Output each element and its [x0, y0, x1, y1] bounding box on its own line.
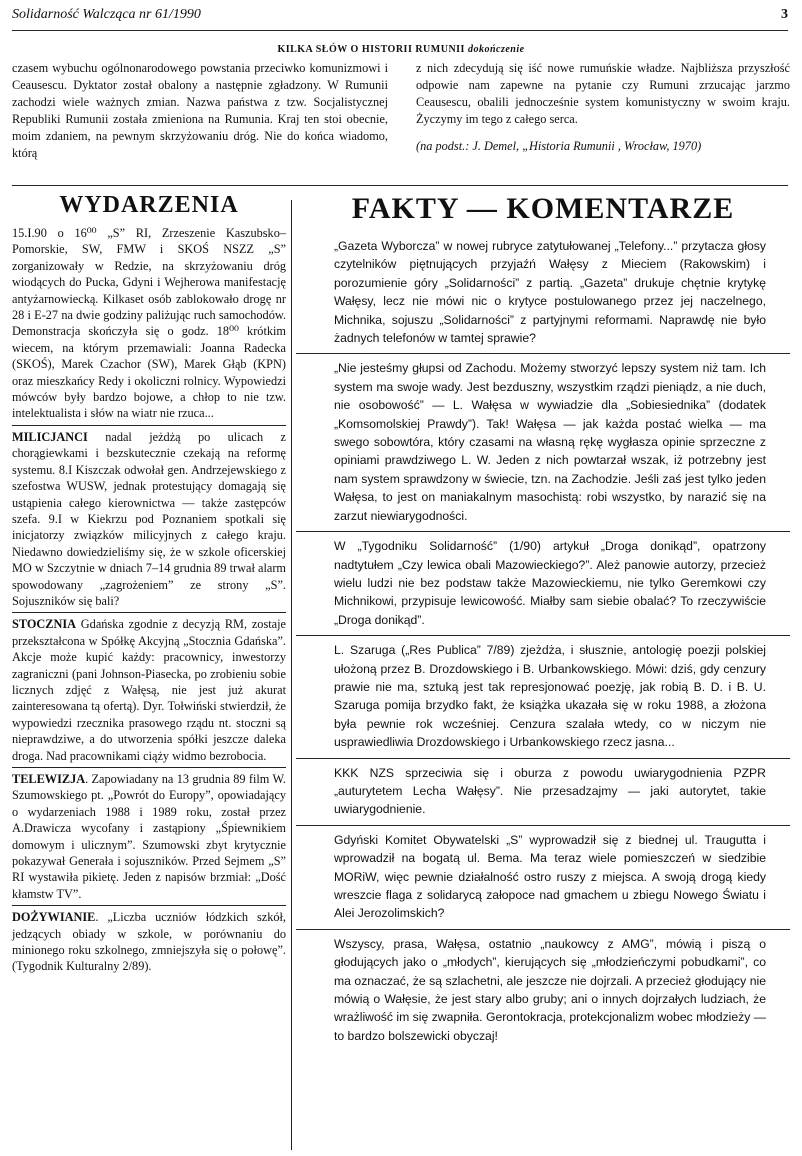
item-text: Gdańska zgodnie z decyzją RM, zostaje przekształcona w Spółkę Akcyjną „Stocznia Gdańska”. Akcje może kupić każdy: pracownicy, inwestorzy zagraniczni (pani Johnson-Piasecka, po zrobieniu sobie licznych zdjęć z Wałęsą, nie jest już akurat zainteresowana tą ofertą). Dyr. Tołwiński stwierdził, że wypowiedzi rzecznika prasowego rządu nt. stoczni są nieprawdziwe, a do utworzenia spółki jeszcze daleka droga. Nad pracownikami ciąży widmo bezrobocia.: [12, 617, 286, 763]
continuation-right-text: z nich zdecydują się iść nowe rumuńskie władze. Najbliższa przyszłość odpowie nam zapewne na pytanie czy Rumuni zrzucając jarzmo Ceausescu, obalili jednocześnie system komunistyczny w swoim kraju. Życzymy im tego z całego serca.: [416, 61, 790, 126]
wydarzenia-heading: WYDARZENIA: [59, 192, 239, 218]
fakty-column: [296, 192, 790, 1051]
item-text: . Zapowiadany na 13 grudnia 89 film W. Szumowskiego pt. „Powrót do Europy”, opowiadający o wydarzeniach 1988 i 1989 roku, został przez A.Drawicza wycofany i zastąpiony „Śpiewnikiem domowym i ulicznym”. Szumowski zbyt krytycznie pokazywał Generała i sojuszników. Przed Sejmem „S” RI wystawiła pikietę. Jeden z napisów brzmiał: „Dość kłamstw TV”.: [12, 772, 286, 901]
continuation-suffix: dokończenie: [467, 44, 525, 55]
fakty-item: L. Szaruga („Res Publica” 7/89) zjeżdża, i słusznie, antologię poezji polskiej ułożoną przez B. Drozdowskiego i B. Urbankowskiego. Mówi: dziś, gdy cenzury prawie nie ma, sztuką jest tak represjonować poezję, jak robią B. D. i B. U. Szaruga pomija brzydko fakt, że książka ukazała się w roku 1988, a złożona była pewnie rok wcześniej. Cenzura szalała wtedy, co w niczym nie usprawiedliwia Drozdowskiego i Urbankowskiego rzecz jasna...: [296, 636, 790, 758]
fakty-item: „Gazeta Wyborcza” w nowej rubryce zatytułowanej „Telefony...” przytacza głosy czytelników piętnujących przyjaźń Wałęsy z Mieciem (Rakowskim) i porozumienie góry „Solidarności” z partią. „Gazeta” drukuje chętnie krytykę Wałęsy, lecz nie mówi nic o krytyce postulowanego przez jej naczelnego, Michnika, sojuszu „Solidarności” z partyjnymi reformami. Naprawdę nie było żadnych telefonów w tamtej sprawie?: [296, 232, 790, 354]
fakty-item: W „Tygodniku Solidarność” (1/90) artykuł „Droga donikąd”, opatrzony nadtytułem „Czy lewica obali Mazowieckiego?”. Ależ panowie autorzy, przecież wielu ludzi nie bez podstaw także Mazowieckiemu, nie tylko Geremkowi czy Michnikowi, przypisuje lewicowość. Miałby sam siebie obalać? To rzeczywiście „Droga donikąd”.: [296, 532, 790, 636]
continuation-source: (na podst.: J. Demel, „Historia Rumunii , Wrocław, 1970): [416, 139, 702, 153]
wydarzenia-column: [12, 192, 286, 978]
item-keyword: TELEWIZJA: [12, 772, 86, 786]
continuation-title: [0, 44, 802, 55]
item-text: . „Liczba uczniów łódzkich szkół, jedzących obiady w szkole, w porównaniu do minionego roku szkolnego, zmniejszyła się o połowę”. (Tygodnik Kulturalny 2/89).: [12, 910, 286, 974]
item-keyword: STOCZNIA: [12, 617, 77, 632]
fakty-item: Wszyscy, prasa, Wałęsa, ostatnio „naukowcy z AMG”, mówią i piszą o głodujących jako o „młodych”, kierujących się „młodzieńczymi pobudkami”, co ma oznaczać, że są szlachetni, ale jeszcze nie dojrzali. A przecież głodujący nie mówią o Wałęsie, że jest stary albo gruby; ani o innych dojrzałych ludziach, że wrażliwość im się zwapniła. Gerontokracja, protekcjonalizm wobec młodzieży — to bardzo bolszewicki obyczaj!: [334, 936, 766, 1043]
fakty-item: Gdyński Komitet Obywatelski „S” wyprowadził się z biednej ul. Traugutta i wprowadził na bogatą ul. Bema. Ma teraz wiele pomieszczeń w siedzibie MORiW, więc pewnie działalność ostro ruszy z miejsca. A swoją drogą kiedy wreszcie flaga z solidarycą załopoce nad gmachem u zbiegu Nowego Światu i Alei Jerozolimskich?: [296, 826, 790, 930]
wydarzenia-item: 15.I.90 o 16⁰⁰ „S” RI, Zrzeszenie Kaszubsko–Pomorskie, SW, FMW i SKOŚ NSZZ „S” zorganizowały w Redzie, na skrzyżowaniu dróg wiodących do Pucka, Gdyni i Wejherowa manifestację antyżarnowiecką. Kilkaset osób zablokowało drogę nr 28 i E-27 na dwie godziny paliżując ruch samochodów. Demonstracja skończyła się o godz. 18⁰⁰ krótkim wiecem, na którym przemawiali: Joanna Radecka (SKOŚ), Marek Czachor (SW), Marek Głąb (KPN) oraz mieszkańcy Redy i okoliczni rolnicy. Wypowiedzi mówców były bardzo bojowe, a chłop to nie tzw. intelektualista i słów na wiatr nie rzuca...: [12, 222, 286, 426]
fakty-heading: FAKTY — KOMENTARZE: [351, 192, 735, 225]
item-text: nadal jeżdżą po ulicach z chorągiewkami i bezskutecznie czekają na reformę systemu. 8.I Kiszczak odwołał gen. Andrzejewskiego z szefostwa WUSW, jednak protestujący domagają się ustąpienia całego kierownictwa — także zastępców szefa. 9.I w Kiekrzu pod Poznaniem spotkali się inicjatorzy związków milicyjnych z całego kraju. Niedawno dowiedzieliśmy się, że w szkole oficerskiej MO w Szczytnie w dniach 7–14 grudnia 89 trwał alarm spowodowany „zagrożeniem” ze strony „S”. Sojuszników się bali?: [12, 429, 286, 608]
wydarzenia-item: [12, 426, 286, 613]
continuation-title-text: KILKA SŁÓW O HISTORII RUMUNII: [277, 44, 465, 55]
wydarzenia-item: [12, 768, 286, 906]
item-keyword: MILICJANCI: [12, 429, 88, 444]
page-header: [12, 4, 788, 31]
section-divider: [12, 185, 788, 186]
item-keyword: DOŻYWIANIE: [12, 910, 96, 925]
continuation-right-column: [416, 60, 790, 155]
wydarzenia-item: [12, 613, 286, 768]
column-rule: [291, 200, 292, 1150]
page-number: 3: [781, 7, 788, 22]
publication-title: Solidarność Walcząca nr 61/1990: [12, 7, 201, 22]
wydarzenia-item: [12, 906, 286, 978]
continuation-left-column: czasem wybuchu ogólnonarodowego powstania przeciwko komunizmowi i Ceausescu. Dyktator został obalony a następnie zgładzony. W Rumunii zachodzi wiele ważnych zmian. Nazwa państwa z tzw. Socjalistycznej Republiki Rumunii została zmieniona na Rumunia. Kraj ten stoi obecnie, moim zdaniem, na pewnym skrzyżowaniu dróg. Nie do końca wiadomo, którą: [12, 61, 388, 160]
fakty-item: KKK NZS sprzeciwia się i oburza z powodu uwiarygodnienia PZPR „auturytetem Lecha Wałęsy”. Nie przesadzajmy — jaki autorytet, takie uwiarygodnienie.: [296, 759, 790, 826]
fakty-item: „Nie jesteśmy głupsi od Zachodu. Możemy stworzyć lepszy system niż tam. Ich system ma swoje wady. Jest bezduszny, wszystkim rządzi pieniądz, a nie duch, nie osobowość” — L. Wałęsa w wywiadzie dla „Sobiesiednika” (dodatek „Komsomolskiej Prawdy”). Tak! Wałęsa — jak każda postać wielka — ma swego sobowtóra, który czasami na własną rękę wygłasza opinie sprzeczne z opiniami prawdziwego L. W. Jeden z nich powtarzał wszak, iż potrzebny jest nam system sprawdzony w świecie, tzn. na Zachodzie. Jeśli zaś jest tylko jeden Wałęsa, to jest on maniakalnym masochistą: robi wszystko, by narazić się na zarzut niewiarygodności.: [296, 354, 790, 532]
